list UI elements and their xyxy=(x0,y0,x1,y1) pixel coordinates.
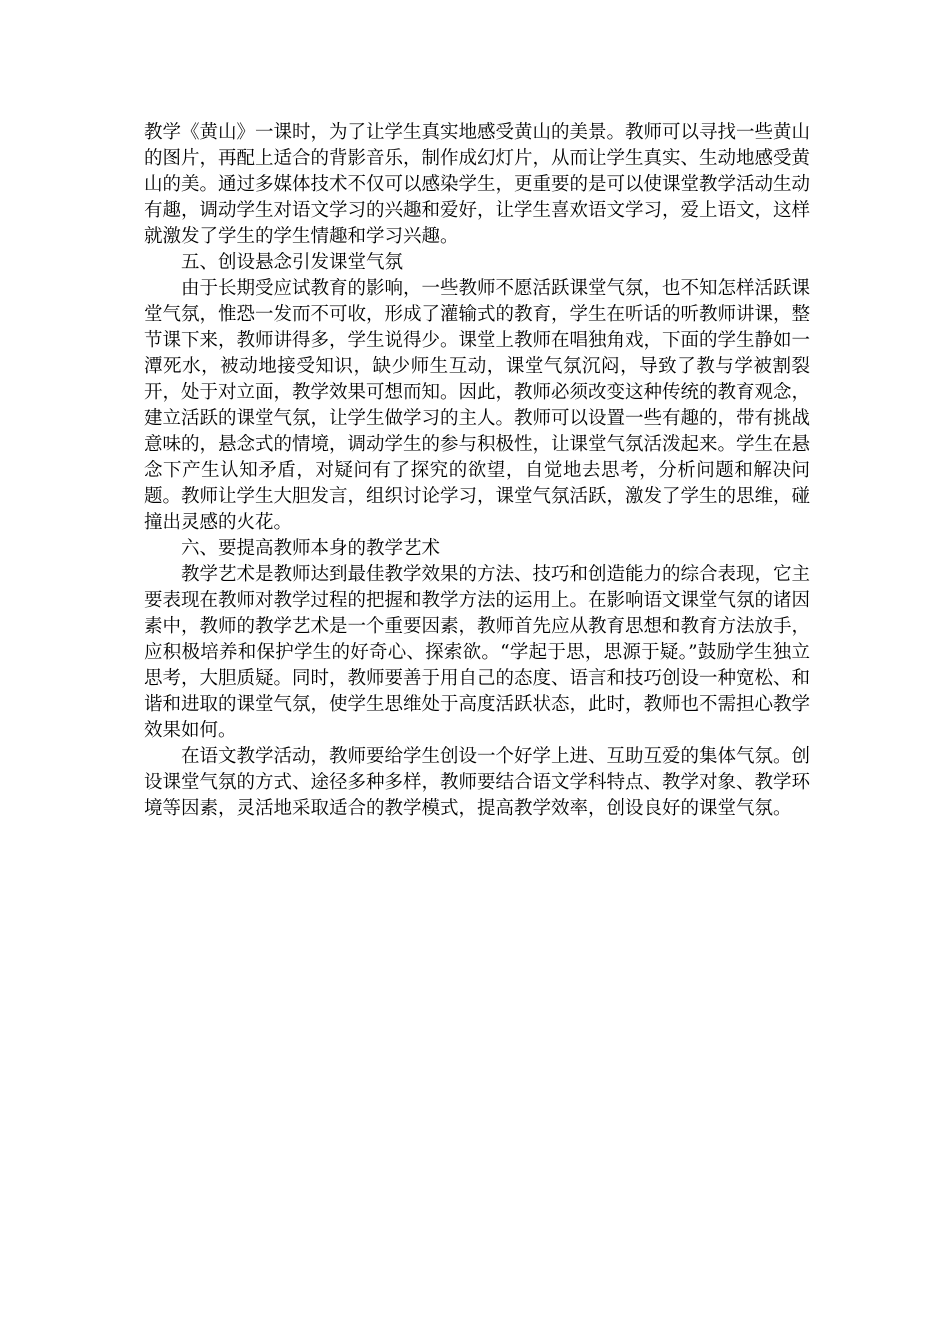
paragraph-suspense: 由于长期受应试教育的影响，一些教师不愿活跃课堂气氛，也不知怎样活跃课堂气氛，惟恐一发而不可收，形成了灌输式的教育，学生在听话的听教师讲课，整节课下来，教师讲得多，学生说得少。课堂上教师在唱独角戏，下面的学生静如一潭死水，被动地接受知识，缺少师生互动，课堂气氛沉闷，导致了教与学被割裂开，处于对立面，教学效果可想而知。因此，教师必须改变这种传统的教育观念，建立活跃的课堂气氛，让学生做学习的主人。教师可以设置一些有趣的，带有挑战意味的，悬念式的情境，调动学生的参与积极性，让课堂气氛活泼起来。学生在悬念下产生认知矛盾，对疑问有了探究的欲望，自觉地去思考，分析问题和解决问题。教师让学生大胆发言，组织讨论学习，课堂气氛活跃，激发了学生的思维，碰撞出灵感的火花。 xyxy=(144,278,811,533)
paragraph-conclusion: 在语文教学活动，教师要给学生创设一个好学上进、互助互爱的集体气氛。创设课堂气氛的方式、途径多种多样，教师要结合语文学科特点、教学对象、教学环境等因素，灵活地采取适合的教学模式，提高教学效率，创设良好的课堂气氛。 xyxy=(144,746,811,819)
section-heading-6: 六、要提高教师本身的教学艺术 xyxy=(181,538,441,559)
paragraph-multimedia: 教学《黄山》一课时，为了让学生真实地感受黄山的美景。教师可以寻找一些黄山的图片，再配上适合的背影音乐，制作成幻灯片，从而让学生真实、生动地感受黄山的美。通过多媒体技术不仅可以感染学生，更重要的是可以使课堂教学活动生动有趣，调动学生对语文学习的兴趣和爱好，让学生喜欢语文学习，爱上语文，这样就激发了学生的学生情趣和学习兴趣。 xyxy=(144,122,811,247)
section-heading-5: 五、创设悬念引发课堂气氛 xyxy=(181,252,404,273)
document-body xyxy=(144,120,810,822)
paragraph-teaching-art: 教学艺术是教师达到最佳教学效果的方法、技巧和创造能力的综合表现，它主要表现在教师对教学过程的把握和教学方法的运用上。在影响语文课堂气氛的诸因素中，教师的教学艺术是一个重要因素，教师首先应从教育思想和教育方法放手，应积极培养和保护学生的好奇心、探索欲。“学起于思，思源于疑。”鼓励学生独立思考，大胆质疑。同时，教师要善于用自己的态度、语言和技巧创设一种宽松、和谐和进取的课堂气氛，使学生思维处于高度活跃状态，此时，教师也不需担心教学效果如何。 xyxy=(144,564,811,741)
